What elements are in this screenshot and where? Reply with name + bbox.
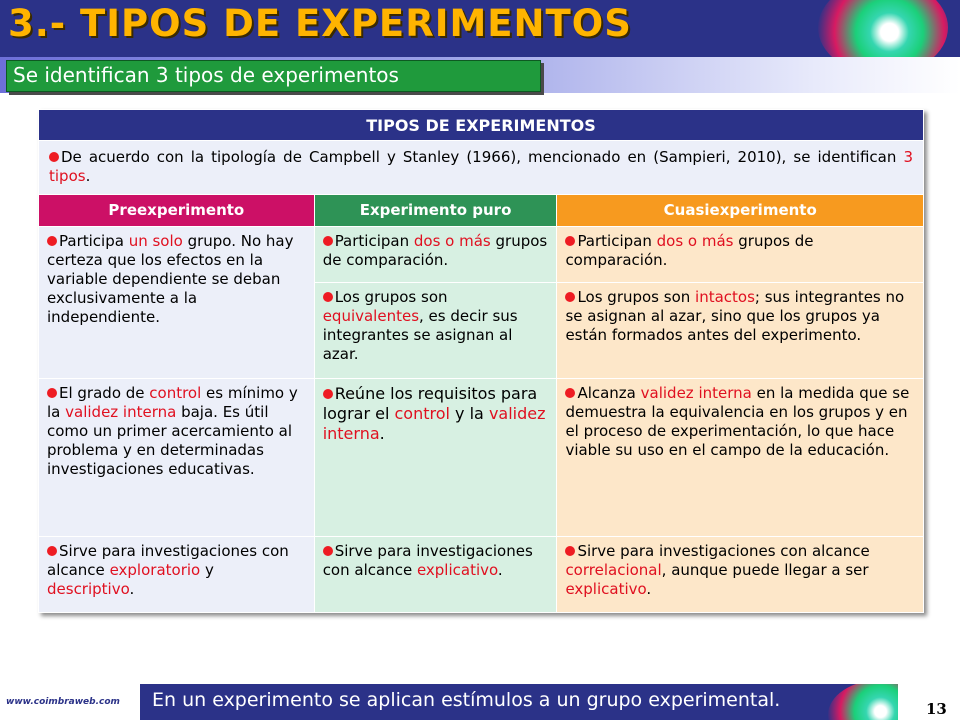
cua-r4-highlight: correlacional: [565, 561, 662, 579]
pur-r2-highlight: equivalentes: [322, 307, 420, 325]
pre-r3-highlight: control: [149, 384, 202, 402]
pur-r3-highlight-2: validez interna: [322, 404, 546, 443]
cua-r2-text: Los grupos son: [577, 288, 696, 306]
pre-r3-text-mid: es mínimo y la: [47, 384, 298, 421]
cua-cell-groups: [557, 283, 924, 379]
intro-end: .: [85, 167, 91, 185]
pur-r3-text-mid: y la: [449, 404, 489, 423]
pur-r3-highlight: control: [394, 404, 450, 423]
pur-cell-control: [314, 379, 557, 537]
pur-cell-groups: [314, 283, 557, 379]
pur-r1-text: Participan: [334, 232, 414, 250]
header-cuasiexperimento: Cuasiexperimento: [557, 195, 924, 227]
column-header-row: [39, 195, 924, 227]
website-credit: www.coimbraweb.com: [6, 697, 120, 707]
header-preexperimento: Preexperimento: [39, 195, 315, 227]
pre-r1-text-end: grupo. No hay certeza que los efectos en la variable dependiente se deban exclusivamente a la independiente.: [47, 232, 294, 326]
bullet-icon: [565, 546, 575, 556]
cua-cell-participation: [557, 227, 924, 283]
cua-r2-text-end: ; sus integrantes no se asignan al azar, sino que los grupos ya están formados antes del experimento.: [565, 288, 905, 344]
intro-text: De acuerdo con la tipología de Campbell y Stanley (1966), mencionado en (Sampieri, 2010), se identifican: [61, 148, 904, 166]
cua-r4-text: Sirve para investigaciones con alcance: [577, 542, 870, 560]
subtitle-box: [6, 60, 541, 92]
cua-r1-text: Participan: [577, 232, 657, 250]
cua-r3-text: Alcanza: [577, 384, 641, 402]
pre-r4-highlight: exploratorio: [109, 561, 201, 579]
table-row: [39, 227, 924, 283]
cua-cell-control: [557, 379, 924, 537]
pur-r4-highlight: explicativo: [416, 561, 498, 579]
bullet-icon: [49, 152, 59, 162]
bullet-icon: [323, 236, 333, 246]
bullet-icon: [565, 236, 575, 246]
bullet-icon: [323, 546, 333, 556]
bullet-icon: [565, 292, 575, 302]
bullet-icon: [323, 389, 333, 399]
pre-r3-text: El grado de: [59, 384, 150, 402]
bullet-icon: [47, 236, 57, 246]
decorative-orb: [818, 0, 948, 57]
table-row: [39, 537, 924, 613]
pur-cell-scope: [314, 537, 557, 613]
pur-r4-text: Sirve para investigaciones con alcance: [322, 542, 533, 579]
pre-r4-text-end: .: [129, 580, 135, 598]
table-title: TIPOS DE EXPERIMENTOS: [39, 110, 924, 141]
bullet-icon: [47, 546, 57, 556]
pre-cell-participation: [39, 227, 315, 379]
pre-cell-scope: [39, 537, 315, 613]
cua-r2-highlight: intactos: [695, 288, 755, 306]
bullet-icon: [323, 292, 333, 302]
pur-r2-text-end: , es decir sus integrantes se asignan al azar.: [322, 307, 518, 363]
pur-r3-text-end: .: [379, 424, 385, 443]
pre-r4-text: Sirve para investigaciones con alcance: [47, 542, 289, 579]
pre-r3-highlight-2: validez interna: [65, 403, 177, 421]
cua-r4-highlight-2: explicativo: [565, 580, 647, 598]
pre-r3-text-end: baja. Es útil como un primer acercamiento al problema y en determinadas investigaciones educativas.: [47, 403, 293, 478]
bullet-icon: [565, 388, 575, 398]
cua-r3-text-end: en la medida que se demuestra la equivalencia en los grupos y en el proceso de experimentación, lo que hace viable su uso en el campo de la educación.: [565, 384, 910, 459]
pre-r4-text-mid: y: [200, 561, 214, 579]
pur-r1-text-end: grupos de comparación.: [322, 232, 548, 269]
pre-r1-highlight: un solo: [128, 232, 183, 250]
pur-cell-participation: [314, 227, 557, 283]
experiment-types-table: [38, 109, 924, 613]
page-number: 13: [926, 700, 947, 718]
table-row: [39, 379, 924, 537]
intro-highlight: 3 tipos: [49, 148, 913, 185]
pur-r4-text-end: .: [497, 561, 503, 579]
footer-note: En un experimento se aplican estímulos a un grupo experimental.: [152, 689, 781, 711]
pur-r3-text: Reúne los requisitos para lograr el: [322, 384, 538, 423]
pre-r4-highlight-2: descriptivo: [47, 580, 130, 598]
bullet-icon: [47, 388, 57, 398]
cua-r3-highlight: validez interna: [640, 384, 752, 402]
subtitle: Se identifican 3 tipos de experimentos: [13, 63, 399, 87]
table-title-row: [39, 110, 924, 141]
cua-r4-text-mid: , aunque puede llegar a ser: [661, 561, 869, 579]
pre-cell-control: [39, 379, 315, 537]
footer-band: [140, 684, 960, 720]
pre-r1-text: Participa: [59, 232, 129, 250]
cua-r4-text-end: .: [646, 580, 652, 598]
cua-r1-text-end: grupos de comparación.: [565, 232, 814, 269]
pur-r2-text: Los grupos son: [334, 288, 448, 306]
cua-cell-scope: [557, 537, 924, 613]
header-band: [0, 0, 960, 57]
table-intro-row: [39, 141, 924, 195]
cua-r1-highlight: dos o más: [656, 232, 734, 250]
pur-r1-highlight: dos o más: [413, 232, 491, 250]
header-experimento-puro: Experimento puro: [314, 195, 557, 227]
page-title: 3.- TIPOS DE EXPERIMENTOS: [8, 2, 632, 45]
table-intro: [39, 141, 924, 195]
